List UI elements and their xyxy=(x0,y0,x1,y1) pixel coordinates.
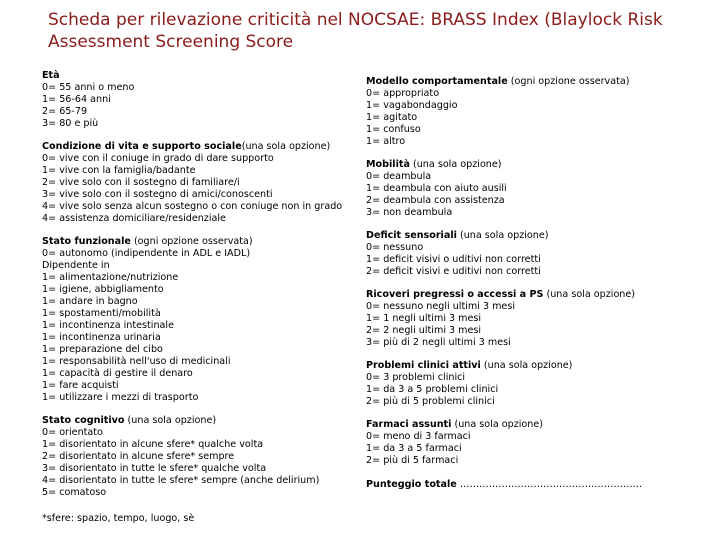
section-heading xyxy=(42,236,342,248)
score-option: 1= 1 negli ultimi 3 mesi xyxy=(366,313,482,324)
score-option: 1= altro xyxy=(366,136,406,147)
section-heading xyxy=(366,159,706,171)
section-heading-label: Età xyxy=(42,70,60,81)
section-heading-note: (una sola opzione) xyxy=(480,360,573,371)
score-option: 1= deambula con aiuto ausili xyxy=(366,183,507,194)
score-option: 0= nessuno negli ultimi 3 mesi xyxy=(366,301,516,312)
footnote: *sfere: spazio, tempo, luogo, sè xyxy=(42,513,195,524)
score-section xyxy=(366,159,706,219)
score-option: 0= deambula xyxy=(366,171,432,182)
score-option: 3= disorientato in tutte le sfere* qualche volta xyxy=(42,463,267,474)
score-option: 1= spostamenti/mobilità xyxy=(42,308,161,319)
score-option: 2= più di 5 problemi clinici xyxy=(366,396,495,407)
score-option: 1= agitato xyxy=(366,112,418,123)
score-section xyxy=(366,289,706,349)
page-title: Scheda per rilevazione criticità nel NOCSAE: BRASS Index (Blaylock Risk Assessment Screening Score xyxy=(48,10,663,52)
score-option: 3= 80 e più xyxy=(42,118,99,129)
score-section xyxy=(366,230,706,278)
score-option: 2= deambula con assistenza xyxy=(366,195,505,206)
section-heading xyxy=(42,415,342,427)
score-option: 4= vive solo senza alcun sostegno o con coniuge non in grado xyxy=(42,201,343,212)
section-heading-note: (una sola opzione) xyxy=(456,230,549,241)
score-option: 0= 55 anni o meno xyxy=(42,82,135,93)
section-heading xyxy=(366,289,706,301)
score-section xyxy=(366,360,706,408)
right-column xyxy=(366,76,706,491)
section-heading xyxy=(366,360,706,372)
left-column xyxy=(42,70,342,525)
score-option: 0= vive con il coniuge in grado di dare supporto xyxy=(42,153,274,164)
score-option: 0= meno di 3 farmaci xyxy=(366,431,471,442)
score-option: 0= appropriato xyxy=(366,88,440,99)
score-option: 1= fare acquisti xyxy=(42,380,119,391)
score-option: 1= disorientato in alcune sfere* qualche volta xyxy=(42,439,264,450)
score-option: 0= nessuno xyxy=(366,242,424,253)
score-option: 4= assistenza domiciliare/residenziale xyxy=(42,213,226,224)
score-option: 0= autonomo (indipendente in ADL e IADL) xyxy=(42,248,251,259)
score-option: 1= capacità di gestire il denaro xyxy=(42,368,193,379)
section-heading-label: Stato cognitivo xyxy=(42,415,125,426)
section-heading-note: (una sola opzione) xyxy=(241,141,331,152)
section-heading xyxy=(42,70,342,82)
section-heading-label: Deficit sensoriali xyxy=(366,230,457,241)
score-option: 2= disorientato in alcune sfere* sempre xyxy=(42,451,235,462)
section-heading-label: Farmaci assunti xyxy=(366,419,452,430)
score-option: 1= andare in bagno xyxy=(42,296,138,307)
score-option: 4= disorientato in tutte le sfere* sempre (anche delirium) xyxy=(42,475,320,486)
score-option: 0= orientato xyxy=(42,427,103,438)
section-heading-note: (una sola opzione) xyxy=(543,289,636,300)
section-heading-note: (una sola opzione) xyxy=(409,159,502,170)
section-heading-note: (ogni opzione osservata) xyxy=(507,76,630,87)
score-option: 1= confuso xyxy=(366,124,421,135)
score-option: 3= non deambula xyxy=(366,207,453,218)
section-heading xyxy=(42,141,342,153)
score-section xyxy=(42,415,342,499)
score-section xyxy=(42,70,342,130)
section-heading xyxy=(366,230,706,242)
score-option: 1= vagabondaggio xyxy=(366,100,458,111)
score-option: 1= incontinenza urinaria xyxy=(42,332,161,343)
score-option: 1= utilizzare i mezzi di trasporto xyxy=(42,392,199,403)
score-option: 1= deficit visivi o uditivi non corretti xyxy=(366,254,541,265)
section-heading-label: Ricoveri pregressi o accessi a PS xyxy=(366,289,544,300)
score-option: Dipendente in xyxy=(42,260,110,271)
section-heading-label: Problemi clinici attivi xyxy=(366,360,481,371)
score-option: 1= vive con la famiglia/badante xyxy=(42,165,196,176)
score-option: 1= responsabilità nell'uso di medicinali xyxy=(42,356,231,367)
score-option: 3= vive solo con il sostegno di amici/conoscenti xyxy=(42,189,273,200)
score-option: 1= 56-64 anni xyxy=(42,94,111,105)
score-section xyxy=(42,236,342,404)
score-option: 1= igiene, abbigliamento xyxy=(42,284,164,295)
section-heading xyxy=(366,419,706,431)
score-option: 2= deficit visivi e uditivi non corretti xyxy=(366,266,541,277)
score-option: 2= più di 5 farmaci xyxy=(366,455,459,466)
score-option: 3= più di 2 negli ultimi 3 mesi xyxy=(366,337,511,348)
score-section xyxy=(366,76,706,148)
section-heading-label: Stato funzionale xyxy=(42,236,131,247)
score-option: 1= alimentazione/nutrizione xyxy=(42,272,179,283)
total-score-blank: ………………………………………………… xyxy=(459,479,643,490)
score-section xyxy=(42,141,342,225)
score-option: 1= da 3 a 5 problemi clinici xyxy=(366,384,499,395)
score-option: 0= 3 problemi clinici xyxy=(366,372,466,383)
section-heading-note: (una sola opzione) xyxy=(451,419,544,430)
section-heading xyxy=(366,76,706,88)
score-option: 5= comatoso xyxy=(42,487,107,498)
score-option: 2= 65-79 xyxy=(42,106,88,117)
score-option: 2= vive solo con il sostegno di familiare/i xyxy=(42,177,240,188)
section-heading-label: Mobilità xyxy=(366,159,410,170)
score-option: 2= 2 negli ultimi 3 mesi xyxy=(366,325,482,336)
score-option: 1= incontinenza intestinale xyxy=(42,320,174,331)
score-option: 1= preparazione del cibo xyxy=(42,344,163,355)
section-heading-note: (ogni opzione osservata) xyxy=(130,236,253,247)
section-heading-label: Condizione di vita e supporto sociale xyxy=(42,141,242,152)
score-option: 1= da 3 a 5 farmaci xyxy=(366,443,462,454)
section-heading-label: Modello comportamentale xyxy=(366,76,508,87)
score-section xyxy=(366,419,706,467)
total-score-label: Punteggio totale xyxy=(366,479,457,490)
section-heading-note: (una sola opzione) xyxy=(124,415,217,426)
total-score xyxy=(366,479,706,491)
